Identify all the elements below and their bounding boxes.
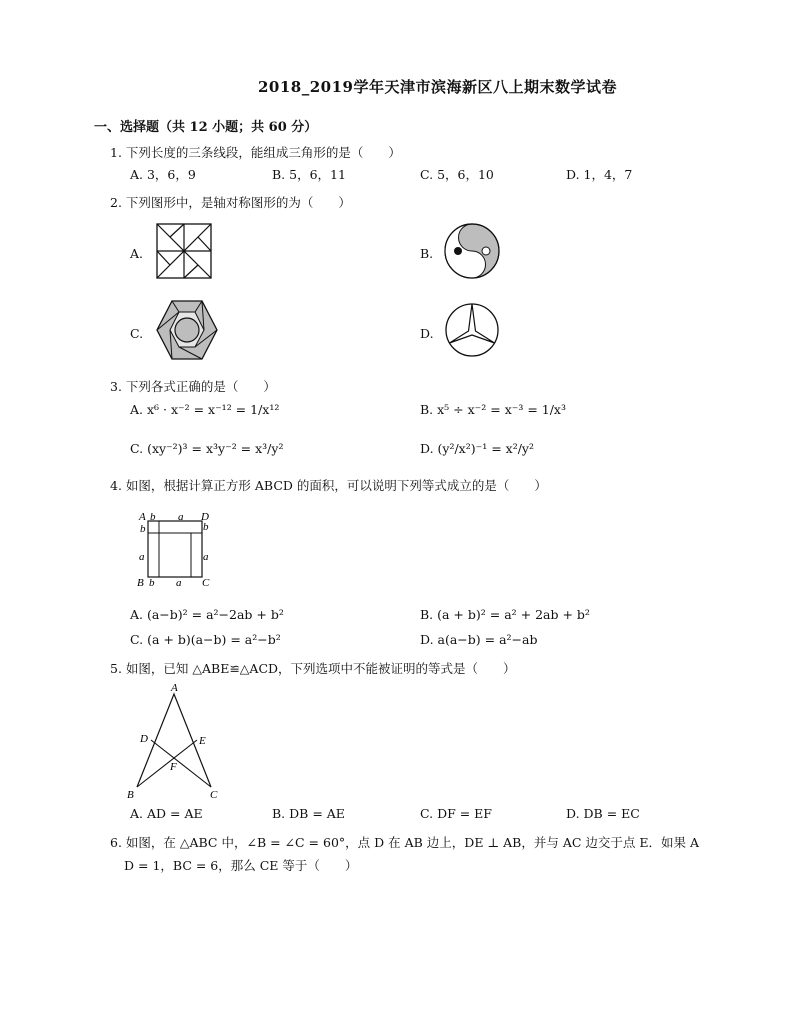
question-5-stem: 5. 如图，已知 △ABE≌△ACD，下列选项中不能被证明的等式是（ ）	[110, 661, 516, 676]
question-5-option-a: A. AD = AE	[130, 806, 203, 821]
question-4-option-c: C. (a + b)(a−b) = a²−b²	[130, 632, 281, 647]
question-5-option-b: B. DB = AE	[272, 806, 345, 821]
figure-label-c-vertex: C	[202, 577, 210, 589]
question-5-option-c: C. DF = EF	[420, 806, 492, 821]
question-1-option-d: D. 1，4，7	[566, 167, 633, 182]
figure-label-d-vertex: D	[201, 511, 209, 523]
figure-label-b-vertex: B	[137, 577, 144, 589]
pinwheel-figure	[155, 222, 213, 280]
page-title: 2018_2019学年天津市滨海新区八上期末数学试卷	[258, 78, 617, 96]
question-5-option-d: D. DB = EC	[566, 806, 640, 821]
question-3-option-c: C. (xy⁻²)³ = x³y⁻² = x³/y²	[130, 441, 284, 456]
figure-label-b: B	[127, 789, 134, 801]
figure-label-a-left: a	[139, 551, 145, 563]
question-3-option-d: D. (y²/x²)⁻¹ = x²/y²	[420, 441, 534, 456]
triangle-abc-figure	[124, 680, 224, 804]
question-1-option-b: B. 5，6，11	[272, 167, 346, 182]
question-2-stem: 2. 下列图形中，是轴对称图形的为（ ）	[110, 195, 351, 210]
question-2-option-c: C.	[130, 326, 144, 341]
question-3-option-b: B. x⁵ ÷ x⁻² = x⁻³ = 1/x³	[420, 402, 566, 417]
square-abcd-figure	[134, 508, 214, 590]
yin-yang-figure	[443, 222, 501, 280]
section-heading: 一、选择题（共 12 小题；共 60 分）	[94, 120, 318, 135]
figure-label-a: A	[171, 682, 178, 694]
hexagon-circle-figure	[155, 299, 219, 361]
question-4-option-d: D. a(a−b) = a²−ab	[420, 632, 538, 647]
question-3-stem: 3. 下列各式正确的是（ ）	[110, 379, 276, 394]
question-4-stem: 4. 如图，根据计算正方形 ABCD 的面积，可以说明下列等式成立的是（ ）	[110, 478, 547, 493]
question-1-stem: 1. 下列长度的三条线段，能组成三角形的是（ ）	[110, 145, 401, 160]
figure-label-b-top: b	[150, 511, 156, 523]
figure-label-c: C	[210, 789, 218, 801]
question-1-option-c: C. 5，6，10	[420, 167, 494, 182]
figure-label-e: E	[199, 735, 206, 747]
figure-label-a-right: a	[203, 551, 209, 563]
question-2-option-b: B.	[420, 246, 434, 261]
figure-label-b-right: b	[203, 521, 209, 533]
figure-label-f: F	[170, 761, 177, 773]
figure-label-b-left: b	[140, 523, 146, 535]
question-6-stem-line2: D = 1，BC = 6，那么 CE 等于（ ）	[124, 858, 358, 873]
question-4-option-b: B. (a + b)² = a² + 2ab + b²	[420, 607, 590, 622]
question-2-option-d: D.	[420, 326, 434, 341]
question-1-option-a: A. 3，6，9	[130, 167, 196, 182]
figure-label-d: D	[140, 733, 148, 745]
question-3-option-a: A. x⁶ · x⁻² = x⁻¹² = 1/x¹²	[130, 402, 280, 417]
figure-label-a-vertex: A	[139, 511, 146, 523]
circle-star-figure	[444, 302, 500, 358]
figure-label-b-bottom: b	[149, 577, 155, 589]
figure-label-a-top: a	[178, 511, 184, 523]
question-6-stem-line1: 6. 如图，在 △ABC 中，∠B = ∠C = 60°，点 D 在 AB 边上，DE ⊥ AB，并与 AC 边交于点 E．如果 A	[110, 835, 699, 850]
question-2-option-a: A.	[130, 246, 144, 261]
figure-label-a-bottom: a	[176, 577, 182, 589]
question-4-option-a: A. (a−b)² = a²−2ab + b²	[130, 607, 284, 622]
